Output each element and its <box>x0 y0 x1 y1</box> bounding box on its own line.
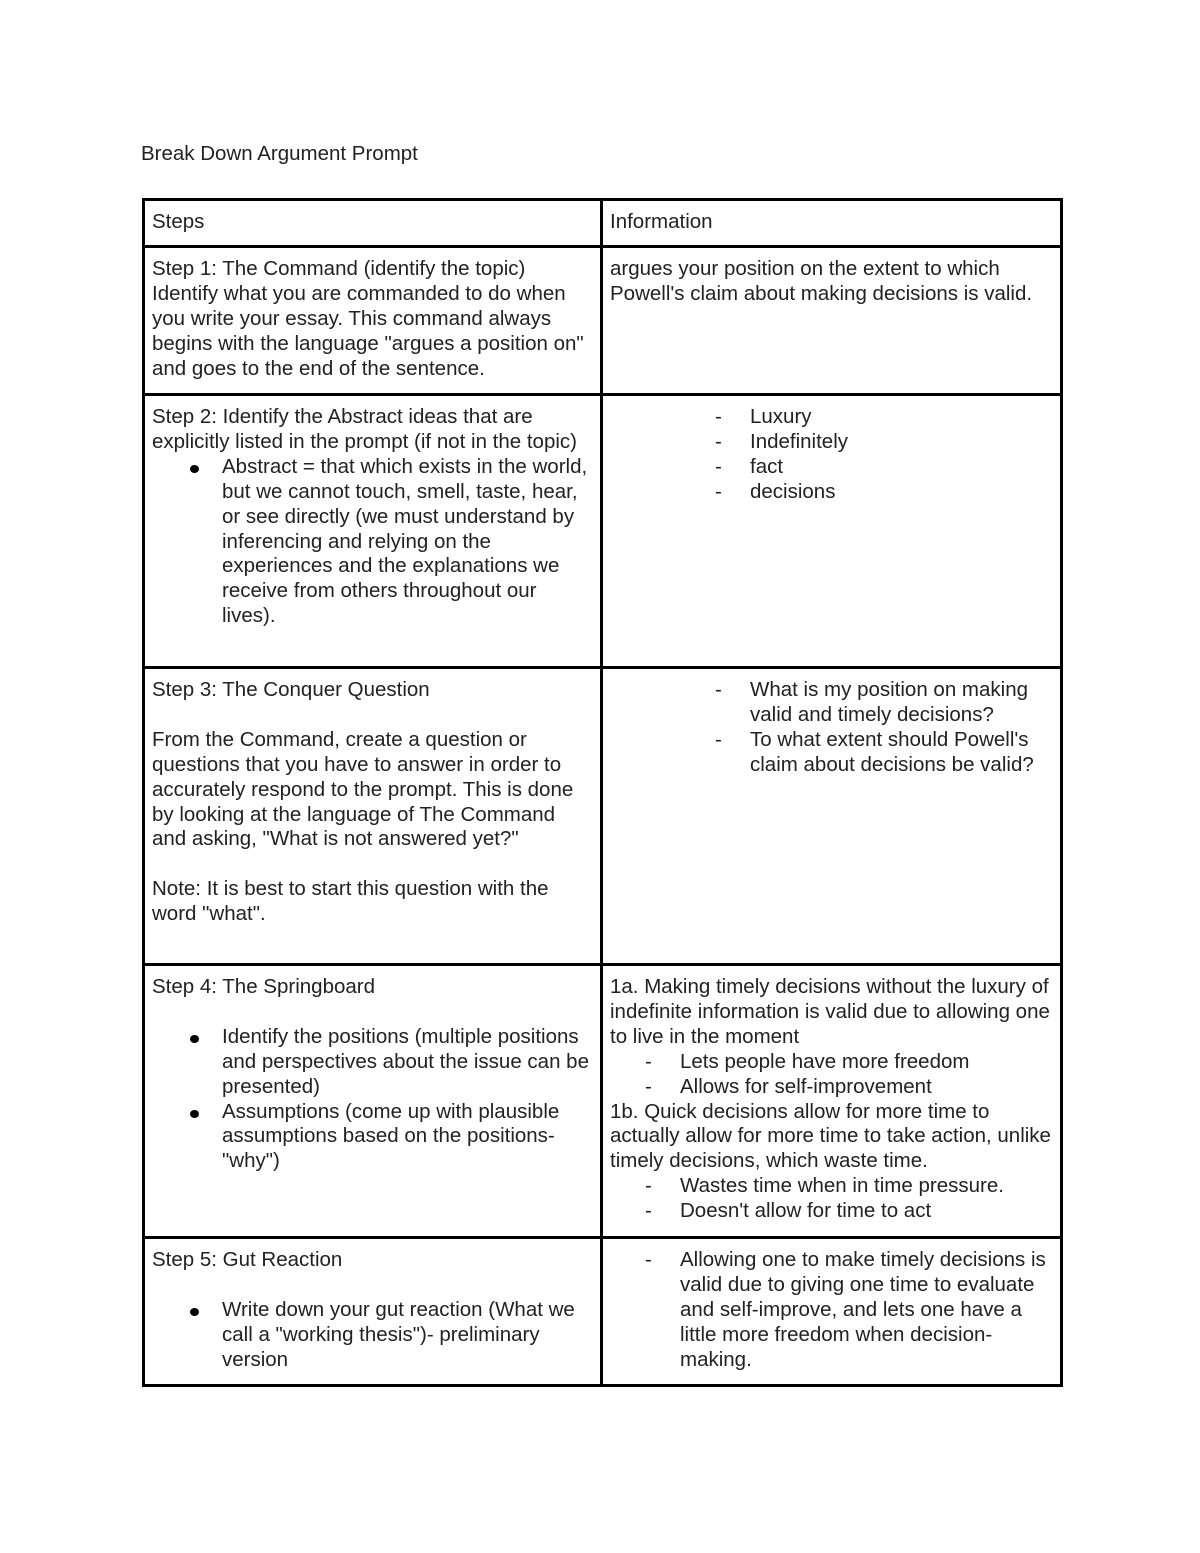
step-2-info <box>602 395 1062 668</box>
step-5-title: Step 5: Gut Reaction <box>152 1248 343 1271</box>
step-3-title: Step 3: The Conquer Question <box>152 678 430 701</box>
list-item <box>610 430 1052 455</box>
dash-bullet-icon: - <box>715 454 722 478</box>
dash-bullet-icon: - <box>645 1199 652 1223</box>
list-item-text: Indefinitely <box>750 429 849 453</box>
bullet-text: Write down your gut reaction (What we call a "working thesis")- preliminary version <box>222 1297 575 1371</box>
step-5-info-list <box>610 1248 1052 1373</box>
bullet-item <box>152 1100 592 1175</box>
step-5-cell <box>144 1238 602 1386</box>
step-4-bullet-list <box>152 1025 592 1174</box>
list-item-text: fact <box>750 454 784 478</box>
step-3-info <box>602 668 1062 965</box>
dash-bullet-icon: - <box>645 1049 652 1073</box>
step-2-info-list <box>610 405 1052 505</box>
list-item-text: Doesn't allow for time to act <box>680 1199 932 1223</box>
dash-bullet-icon: - <box>645 1174 652 1198</box>
bullet-text: Identify the positions (multiple positions and perspectives about the issue can be presented) <box>222 1024 589 1098</box>
list-item-text: To what extent should Powell's claim about decisions be valid? <box>750 727 1034 776</box>
bullet-item <box>152 1298 592 1373</box>
list-item <box>610 1248 1052 1373</box>
list-item <box>610 1075 1052 1100</box>
list-item-text: What is my position on making valid and timely decisions? <box>750 678 1029 726</box>
step-4-info-1a: 1a. Making timely decisions without the luxury of indefinite information is valid due to allowing one to live in the moment <box>610 975 1050 1048</box>
step-3-cell <box>144 668 602 965</box>
table-header-row <box>144 200 1062 247</box>
list-item <box>610 1050 1052 1075</box>
list-item-text: Allows for self-improvement <box>680 1074 932 1098</box>
dash-bullet-icon: - <box>645 1248 652 1271</box>
bullet-dot-icon <box>190 1110 199 1118</box>
list-item-text: decisions <box>750 479 836 503</box>
table-row-step-1 <box>144 247 1062 395</box>
dash-bullet-icon: - <box>715 429 722 453</box>
step-4-info <box>602 965 1062 1238</box>
header-steps: Steps <box>144 200 602 247</box>
table-row-step-2 <box>144 395 1062 668</box>
step-3-note: Note: It is best to start this question with the word "what". <box>152 877 549 926</box>
list-item <box>610 405 1052 430</box>
table-row-step-4 <box>144 965 1062 1238</box>
step-4-info-1b-list <box>610 1174 1052 1224</box>
table-row-step-5 <box>144 1238 1062 1386</box>
step-2-bullet-list <box>152 455 592 629</box>
header-information: Information <box>602 200 1062 247</box>
bullet-dot-icon <box>190 1308 199 1316</box>
step-1-title: Step 1: The Command (identify the topic) <box>152 257 526 280</box>
list-item <box>610 455 1052 480</box>
step-5-bullet-list <box>152 1298 592 1373</box>
document-title: Break Down Argument Prompt <box>141 142 418 165</box>
list-item-text: Luxury <box>750 405 812 428</box>
step-5-info <box>602 1238 1062 1386</box>
dash-bullet-icon: - <box>715 405 722 428</box>
dash-bullet-icon: - <box>715 678 722 701</box>
bullet-dot-icon <box>190 465 199 473</box>
bullet-item <box>152 1025 592 1100</box>
table-row-step-3 <box>144 668 1062 965</box>
step-3-body: From the Command, create a question or questions that you have to answer in order to accurately respond to the prompt. This is done by looking at the language of The Command and asking, "What is not answered yet?" <box>152 727 574 851</box>
steps-table <box>142 198 1063 1387</box>
dash-bullet-icon: - <box>645 1074 652 1098</box>
list-item <box>610 480 1052 505</box>
bullet-item <box>152 455 592 629</box>
list-item <box>610 1199 1052 1224</box>
list-item <box>610 1174 1052 1199</box>
bullet-text: Assumptions (come up with plausible assumptions based on the positions- "why") <box>222 1099 560 1173</box>
step-2-title: Step 2: Identify the Abstract ideas that are explicitly listed in the prompt (if not in the topic) <box>152 405 577 453</box>
step-2-cell <box>144 395 602 668</box>
step-4-info-1a-list <box>610 1050 1052 1100</box>
dash-bullet-icon: - <box>715 479 722 503</box>
list-item-text: Wastes time when in time pressure. <box>680 1174 1004 1198</box>
list-item <box>610 728 1052 778</box>
bullet-dot-icon <box>190 1035 199 1043</box>
step-1-body: Identify what you are commanded to do when you write your essay. This command always begins with the language "argues a position on" and goes to the end of the sentence. <box>152 281 584 380</box>
step-1-info: argues your position on the extent to which Powell's claim about making decisions is valid. <box>602 247 1062 395</box>
step-4-title: Step 4: The Springboard <box>152 975 375 998</box>
dash-bullet-icon: - <box>715 727 722 751</box>
step-3-info-list <box>610 678 1052 778</box>
step-1-cell <box>144 247 602 395</box>
step-4-info-1b: 1b. Quick decisions allow for more time to actually allow for more time to take action, unlike timely decisions, which waste time. <box>610 1099 1051 1173</box>
bullet-text: Abstract = that which exists in the world, but we cannot touch, smell, taste, hear, or see directly (we must understand by inferencing and relying on the experiences and the explanations we receive from others throughout our lives). <box>222 454 588 628</box>
list-item <box>610 678 1052 728</box>
list-item-text: Lets people have more freedom <box>680 1049 970 1073</box>
step-4-cell <box>144 965 602 1238</box>
list-item-text: Allowing one to make timely decisions is valid due to giving one time to evaluate and self-improve, and lets one have a little more freedom when decision-making. <box>680 1248 1046 1371</box>
